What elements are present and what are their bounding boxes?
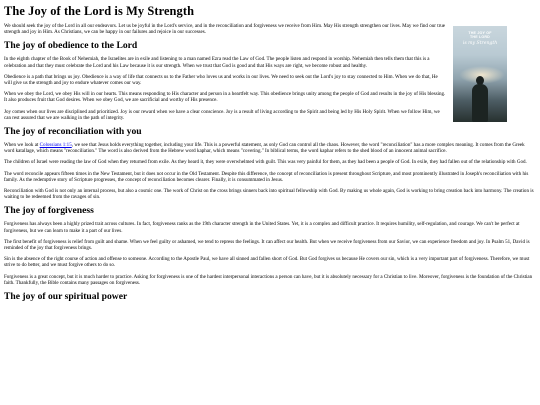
person-silhouette <box>472 84 488 122</box>
paragraph: When we obey the Lord, we obey His will in our hearts. This means responding to His character and person in a heartfelt way. This obedience brings unity among the people of God and results in the joy of His blessing. It also produces fruit that God desires. When we obey God, we are sacrificial and worthy of His presence. <box>4 91 446 104</box>
hero-line-2: THE LORD <box>470 35 490 40</box>
paragraph: The word reconcile appears fifteen times in the New Testament, but it does not occur in the Old Testament. Despite this difference, the concept of reconciliation is present throughout Scripture, and most prominently illustrated in Joseph's reconciliation with his family. As the redemptive story of Scripture progresses, the concept of reconciliation becomes clearer. Finally, it is consummated in Jesus. <box>4 170 529 183</box>
section-reconciliation <box>4 126 536 200</box>
section-forgiveness <box>4 205 536 286</box>
section-spiritual-power <box>4 291 536 303</box>
paragraph: Sin is the absence of the right course of action and offense to someone. According to the Apostle Paul, we have all sinned and fallen short of God. But God forgives us because He covers our sin, which is a very important part of forgiveness. Therefore, we must strive to do better, and we must forgive others to do so. <box>4 256 530 269</box>
paragraph: Obedience is a path that brings us joy. Obedience is a way of life that connects us to the Father who loves us and works in our lives. We need to seek out the Lord's joy to stay connected to Him. When we do that, He will give us the strength and joy to endure whatever comes our way. <box>4 73 438 87</box>
paragraph: Forgiveness is a great concept, but it is much harder to practice. Asking for forgiveness is one of the hardest interpersonal interactions a person can have, but it is absolutely necessary for a Christian to live. Moreover, forgiveness is the foundation of the Christian faith. Thankfully, the Bible contains many passages on forgiveness. <box>4 273 533 286</box>
paragraph: Joy comes when our lives are disciplined and prioritized. Joy is our reward when we have a clear conscience. Joy is a result of living according to the Spirit and being led by His Holy Spirit. When we follow Him, we can rest assured that we are walking in the path of integrity. <box>4 108 440 121</box>
page-title: The Joy of the Lord is My Strength <box>4 4 195 18</box>
section-heading: The joy of reconciliation with you <box>4 126 142 138</box>
hero-script-text: is my Strength <box>462 41 498 46</box>
colossians-link[interactable]: Colossians 1:15 <box>39 142 72 149</box>
intro-paragraph: We should seek the joy of the Lord in all our endeavors. Let us be joyful in the Lord's service, and in the reconciliation and forgiveness we receive from Him. May His strength strengthen our lives. May we find our true strength and joy in Him. As Christians, we can be happy in our failures and rejoice in our successes. <box>4 23 446 36</box>
text: , we see that Jesus holds everything together, including your life. This is a powerful statement, as only God can control all the chaos. However, the word "reconciliation" has a more complex meaning. It comes from the Greek word katallage, which means "reconciliation." The word is also derived from the Hebrew word kaphar, which means "covering." In biblical terms, the word kaphar refers to the shed blood of an innocent animal sacrifice. <box>4 142 525 155</box>
paragraph: The first benefit of forgiveness is relief from guilt and shame. When we feel guilty or ashamed, we tend to repress the feelings. It can affect our health. But when we receive forgiveness from our Savior, we can experience freedom and joy. In Psalm 51, David is reminded of the joy that forgiveness brings. <box>4 238 530 252</box>
hero-title-text <box>453 31 507 39</box>
paragraph <box>4 142 536 154</box>
paragraph: Forgiveness has always been a highly prized trait across cultures. In fact, forgiveness ranks as the 19th character strength in the United States. Yet, it is a complex and difficult practice. It requires humility, self-regulation, and courage. We can't be perfect at forgiveness, but we can learn to make it a part of our lives. <box>4 221 520 234</box>
hero-line-1: THE JOY OF <box>468 31 492 35</box>
paragraph: In the eighth chapter of the Book of Nehemiah, the Israelites are in exile and listening to a man named Ezra read the Law of God. The people listen and respond in worship. Nehemiah then tells them that this is a celebration and that they must celebrate the Lord and his Law because it is our strength. When we trust that God is good and that His ways are right, we become robust and healthy. <box>4 56 430 69</box>
paragraph: The children of Israel were reading the law of God when they returned from exile. As they heard it, they were overwhelmed with guilt. This was very painful for them, as they had been a people of God. In exile, they had fallen out of the relationship with God. <box>4 159 527 166</box>
paragraph: Reconciliation with God is not only an internal process, but also a cosmic one. The work of Christ on the cross brings sinners back into spiritual fellowship with God. By making us whole again, God is working to bring creation back into harmony. The creation is waiting to be redeemed from the ravages of sin. <box>4 188 534 201</box>
hero-image <box>453 26 507 122</box>
section-heading: The joy of obedience to the Lord <box>4 40 138 52</box>
section-heading: The joy of our spiritual power <box>4 291 128 303</box>
section-heading: The joy of forgiveness <box>4 205 94 217</box>
text: When we look at <box>4 142 40 149</box>
